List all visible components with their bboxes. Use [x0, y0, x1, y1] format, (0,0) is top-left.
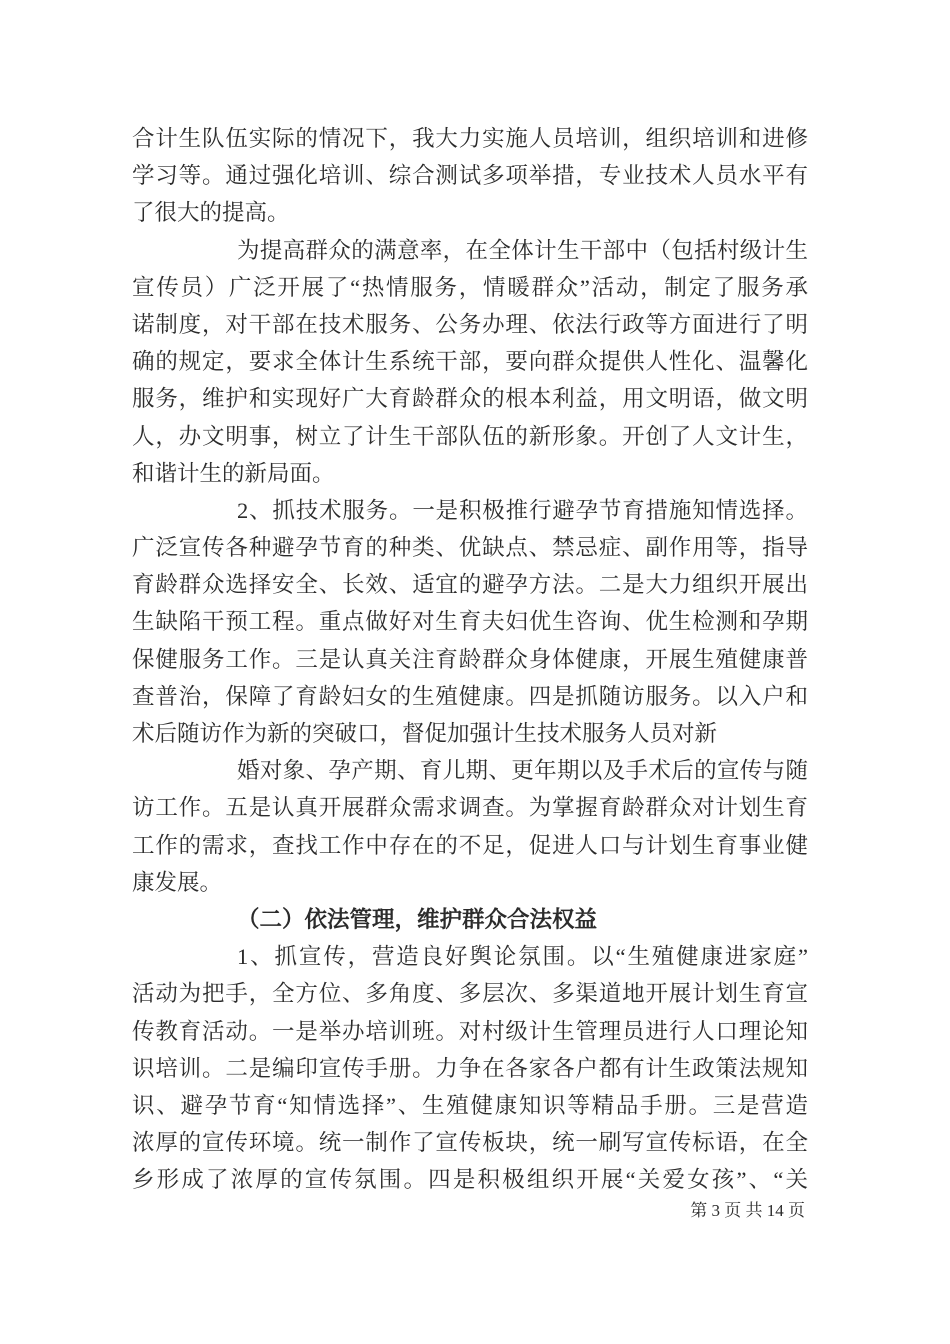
text-line: 育龄群众选择安全、长效、适宜的避孕方法。二是大力组织开展出: [132, 572, 808, 598]
text-line: 了很大的提高。: [132, 200, 290, 226]
footer-page-label: 第 3 页 共 14 页: [690, 1201, 805, 1220]
text-line: 访工作。五是认真开展群众需求调查。为掌握育龄群众对计划生育: [132, 795, 808, 821]
document-body: [132, 120, 808, 1198]
text-line: 确的规定，要求全体计生系统干部，要向群众提供人性化、温馨化: [132, 349, 808, 375]
text-line: 人，办文明事，树立了计生干部队伍的新形象。开创了人文计生，: [132, 423, 808, 449]
text-line: 浓厚的宣传环境。统一制作了宣传板块，统一刷写宣传标语，在全: [132, 1130, 808, 1156]
text-line: 生缺陷干预工程。重点做好对生育夫妇优生咨询、优生检测和孕期: [132, 609, 808, 635]
text-line: 术后随访作为新的突破口，督促加强计生技术服务人员对新: [132, 721, 718, 746]
text-line: 合计生队伍实际的情况下，我大力实施人员培训，组织培训和进修: [132, 126, 808, 151]
text-line: 和谐计生的新局面。: [132, 460, 335, 486]
text-line: 识培训。二是编印宣传手册。力争在各家各户都有计生政策法规知: [132, 1055, 808, 1081]
text-line: 康发展。: [132, 869, 223, 895]
text-line: 工作的需求，查找工作中存在的不足，促进人口与计划生育事业健: [132, 832, 808, 858]
text-line: 乡形成了浓厚的宣传氛围。四是积极组织开展“关爱女孩”、“关: [132, 1167, 808, 1193]
text-line: 2、抓技术服务。一是积极推行避孕节育措施知情选择。: [237, 497, 808, 523]
text-line: 传教育活动。一是举办培训班。对村级计生管理员进行人口理论知: [132, 1018, 808, 1044]
text-line: 宣传员）广泛开展了“热情服务，情暖群众”活动，制定了服务承: [132, 274, 808, 300]
text-line: 婚对象、孕产期、育儿期、更年期以及手术后的宣传与随: [237, 758, 808, 784]
text-line: 广泛宣传各种避孕节育的种类、优缺点、禁忌症、副作用等，指导: [132, 535, 808, 561]
text-line: 保健服务工作。三是认真关注育龄群众身体健康，开展生殖健康普: [132, 646, 808, 672]
text-line: 服务，维护和实现好广大育龄群众的根本利益，用文明语，做文明: [132, 386, 808, 412]
page-footer: [690, 1199, 805, 1223]
text-line: 学习等。通过强化培训、综合测试多项举措，专业技术人员水平有: [132, 163, 808, 189]
text-line: 诺制度，对干部在技术服务、公务办理、依法行政等方面进行了明: [132, 311, 808, 337]
text-line: 1、抓宣传，营造良好舆论氛围。以“生殖健康进家庭”: [237, 944, 808, 970]
text-line: 为提高群众的满意率，在全体计生干部中（包括村级计生: [237, 237, 808, 263]
text-line: 活动为把手，全方位、多角度、多层次、多渠道地开展计划生育宣: [132, 981, 808, 1007]
text-line: 识、避孕节育“知情选择”、生殖健康知识等精品手册。三是营造: [132, 1092, 808, 1118]
text-line: （二）依法管理，维护群众合法权益: [237, 906, 598, 932]
text-line: 查普治，保障了育龄妇女的生殖健康。四是抓随访服务。以入户和: [132, 683, 808, 709]
